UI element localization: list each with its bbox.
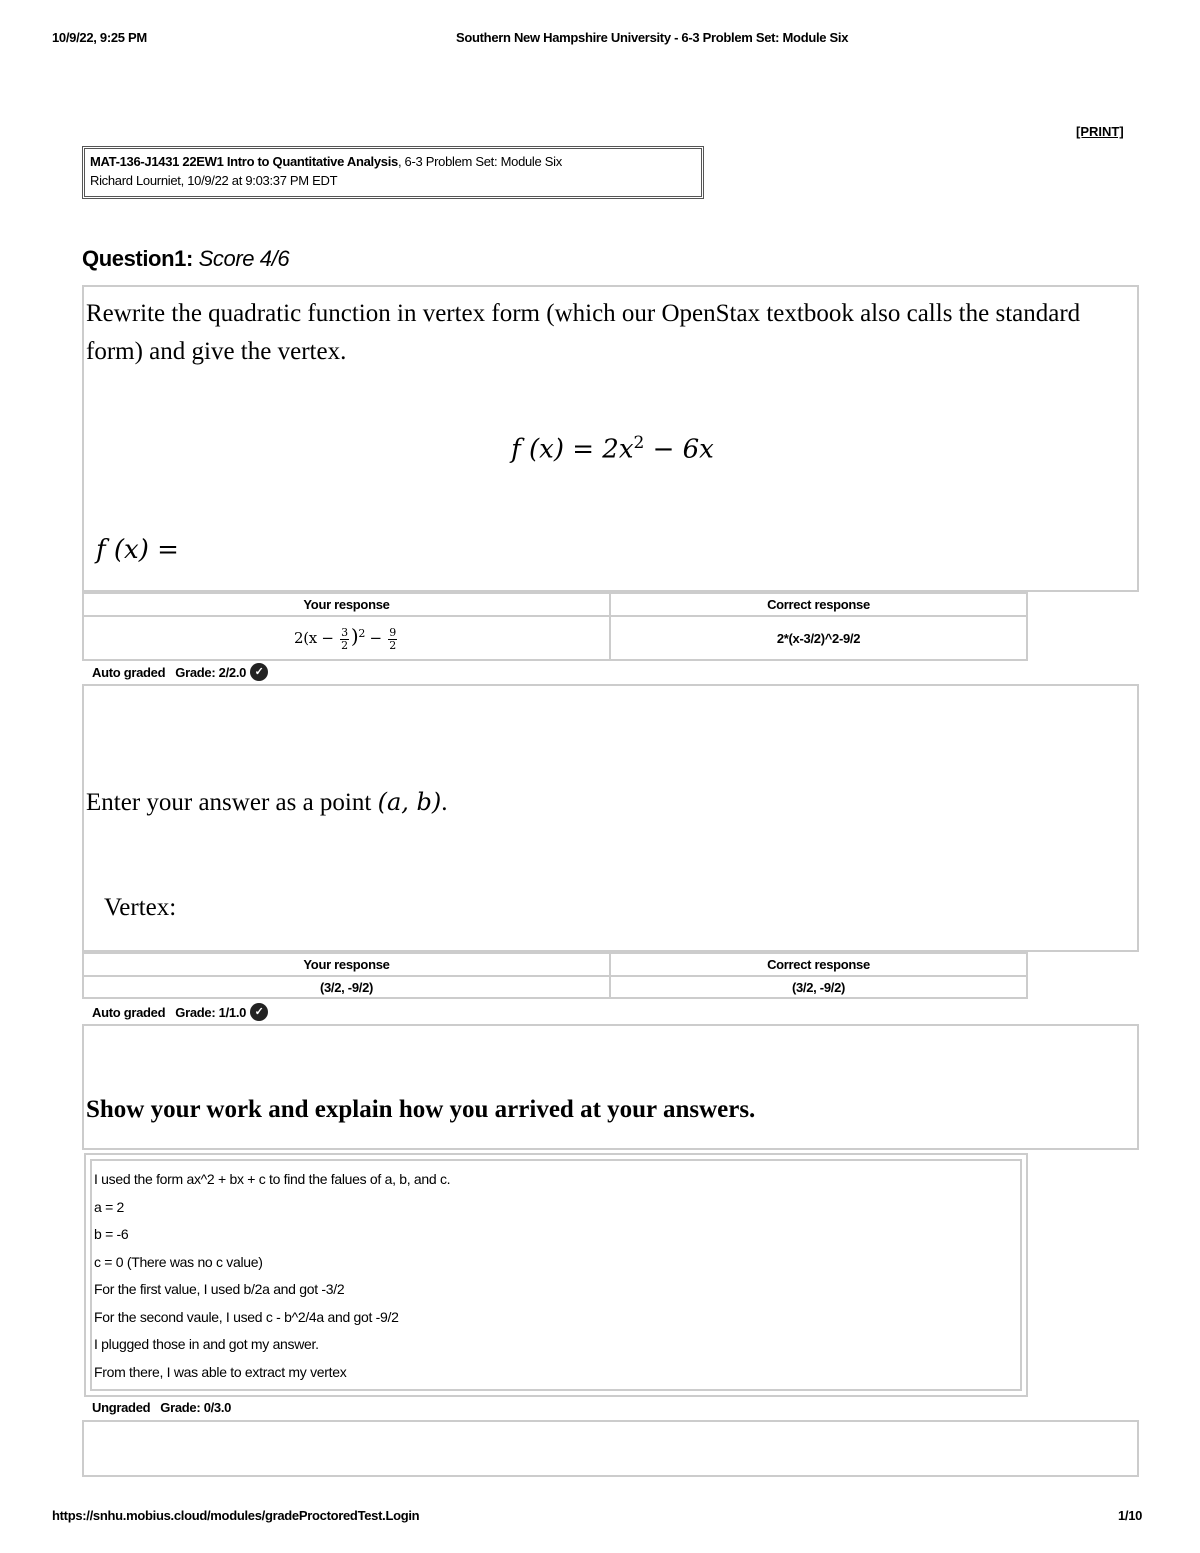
question-score: Score 4/6 (198, 246, 290, 271)
grade-value: Grade: 2/2.0 (175, 664, 247, 680)
print-link[interactable]: [PRINT] (1076, 124, 1124, 139)
your-response-header: Your response (83, 593, 610, 616)
check-circle-icon: ✓ (250, 1003, 268, 1021)
work-line: For the second vaule, I used c - b^2/4a and got -9/2 (94, 1308, 399, 1325)
student-line: Richard Lourniet, 10/9/22 at 9:03:37 PM EDT (90, 173, 338, 188)
part3-grade (92, 1400, 231, 1415)
work-explanation-text (90, 1159, 1022, 1391)
part3-prompt-box (82, 1024, 1139, 1150)
part2-answer-label: Vertex: (104, 894, 177, 921)
work-explanation-box (84, 1153, 1028, 1397)
part2-prompt: Enter your answer as a point (a, b). (86, 788, 448, 816)
question-label: Question1: (82, 246, 193, 271)
work-line: c = 0 (There was no c value) (94, 1253, 263, 1270)
part3-prompt: Show your work and explain how you arrived at your answers. (86, 1096, 756, 1123)
print-page-title: Southern New Hampshire University - 6-3 Problem Set: Module Six (456, 30, 849, 45)
part2-response-table (82, 952, 1028, 999)
work-line: For the first value, I used b/2a and got -3/2 (94, 1281, 345, 1297)
course-name: MAT-136-J1431 22EW1 Intro to Quantitative Analysis (90, 154, 398, 169)
question-title (82, 246, 289, 272)
part1-answer-label: f (x) = (96, 535, 179, 565)
grade-value: Grade: 1/1.0 (175, 1004, 247, 1020)
assignment-info-box (82, 146, 704, 199)
print-datetime: 10/9/22, 9:25 PM (52, 30, 147, 45)
part1-correct-response: 2*(x-3/2)^2-9/2 (610, 616, 1027, 660)
your-response-header: Your response (83, 953, 610, 976)
part1-prompt: Rewrite the quadratic function in vertex form (which our OpenStax textbook also calls the standard form) and give the vertex. (86, 300, 1081, 365)
course-line (90, 152, 696, 171)
correct-response-header: Correct response (610, 953, 1027, 976)
work-line: I used the form ax^2 + bx + c to find the falues of a, b, and c. (94, 1171, 451, 1187)
grade-value: Grade: 0/3.0 (160, 1400, 232, 1415)
part2-grade (92, 1003, 268, 1021)
check-circle-icon: ✓ (250, 663, 268, 681)
work-line: From there, I was able to extract my vertex (94, 1363, 347, 1380)
work-line: a = 2 (94, 1198, 125, 1215)
assignment-name: , 6-3 Problem Set: Module Six (397, 154, 562, 169)
grade-type: Auto graded (92, 1004, 166, 1020)
part2-your-response: (3/2, -9/2) (83, 976, 610, 998)
grade-type: Ungraded (92, 1400, 151, 1415)
next-question-box (82, 1420, 1139, 1477)
part2-prompt-box (82, 684, 1139, 952)
work-line: b = -6 (94, 1226, 129, 1242)
footer-url: https://snhu.mobius.cloud/modules/gradeProctoredTest.Login (52, 1508, 420, 1523)
part1-prompt-box (82, 285, 1139, 592)
work-line: I plugged those in and got my answer. (94, 1336, 319, 1352)
part1-function: f $(x) = 2x^2 - 6x$ (511, 433, 714, 465)
footer-page-number: 1/10 (1118, 1508, 1143, 1523)
part1-your-response: 2(x − $\frac{3}{2}$ )$^2$ − $\frac{9}{2}$ (83, 616, 610, 660)
part2-correct-response: (3/2, -9/2) (610, 976, 1027, 998)
part1-response-table (82, 592, 1028, 661)
grade-type: Auto graded (92, 664, 166, 680)
part1-grade (92, 663, 268, 681)
correct-response-header: Correct response (610, 593, 1027, 616)
